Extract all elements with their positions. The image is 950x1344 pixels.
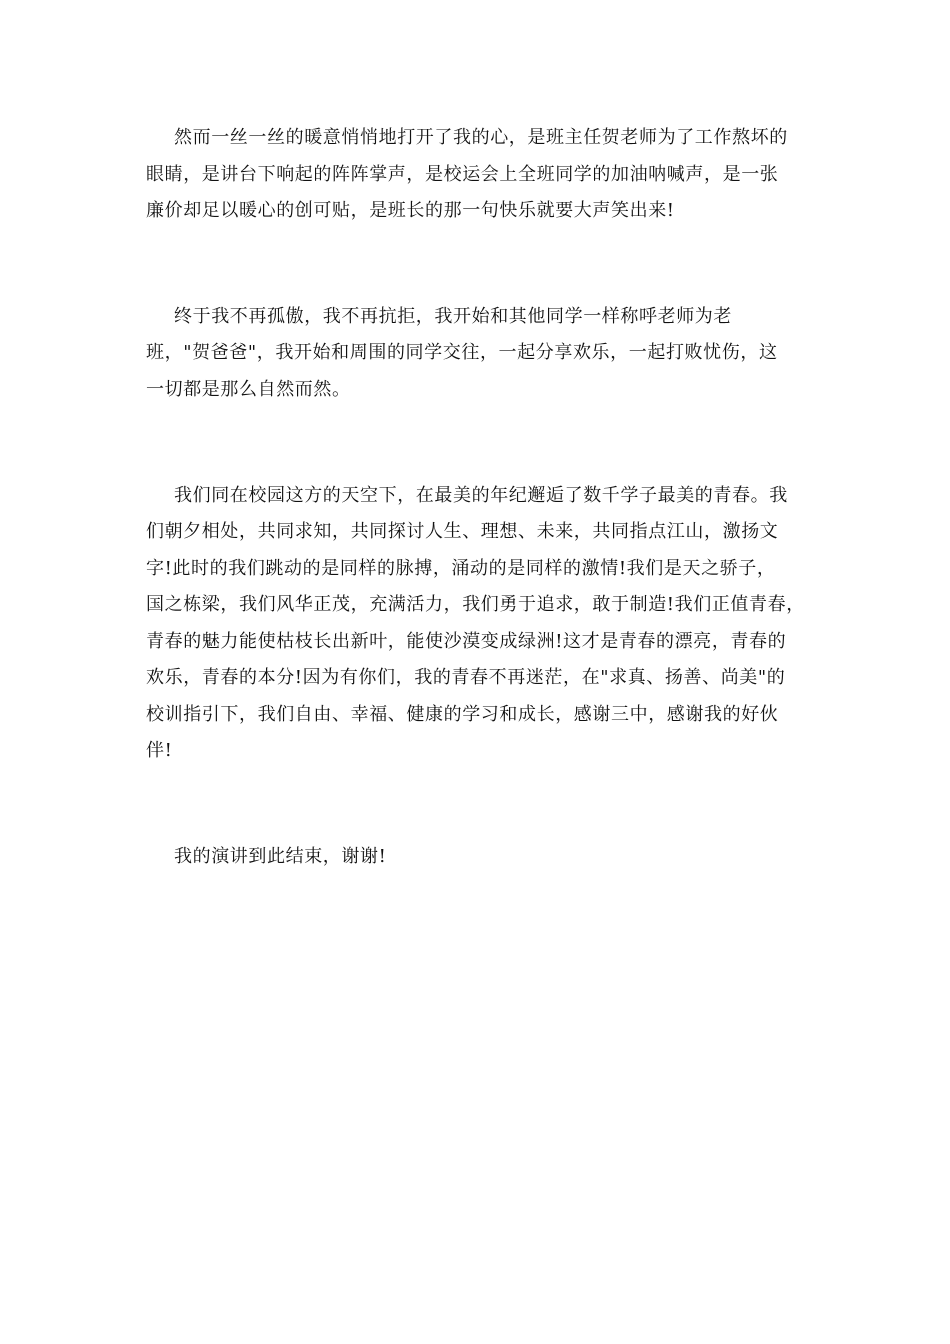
paragraph-line: 们朝夕相处，共同求知，共同探讨人生、理想、未来，共同指点江山，激扬文 [146,521,779,542]
paragraph-line: 我们同在校园这方的天空下，在最美的年纪邂逅了数千学子最美的青春。我 [174,485,788,506]
paragraph-line: 字!此时的我们跳动的是同样的脉搏，涌动的是同样的激情!我们是天之骄子， [146,558,776,579]
paragraph-line: 眼睛，是讲台下响起的阵阵掌声，是校运会上全班同学的加油呐喊声，是一张 [146,164,779,185]
paragraph-line: 我的演讲到此结束，谢谢! [174,846,387,867]
paragraph-line: 班，"贺爸爸"，我开始和周围的同学交往，一起分享欢乐，一起打败忧伤，这 [146,342,778,363]
paragraph-line: 然而一丝一丝的暖意悄悄地打开了我的心，是班主任贺老师为了工作熬坏的 [174,127,788,148]
paragraph-line: 欢乐，青春的本分!因为有你们，我的青春不再迷茫，在"求真、扬善、尚美"的 [146,667,786,688]
paragraph-line: 校训指引下，我们自由、幸福、健康的学习和成长，感谢三中，感谢我的好伙 [146,704,779,725]
paragraph-line: 青春的魅力能使枯枝长出新叶，能使沙漠变成绿洲!这才是青春的漂亮，青春的 [146,631,787,652]
paragraph-line: 廉价却足以暖心的创可贴，是班长的那一句快乐就要大声笑出来! [146,200,675,221]
paragraph-line: 伴! [146,740,173,761]
paragraph-line: 一切都是那么自然而然。 [146,379,351,400]
paragraph-line: 终于我不再孤傲，我不再抗拒，我开始和其他同学一样称呼老师为老 [174,306,732,327]
paragraph-line: 国之栋梁，我们风华正茂，充满活力，我们勇于追求，敢于制造!我们正值青春， [146,594,805,615]
